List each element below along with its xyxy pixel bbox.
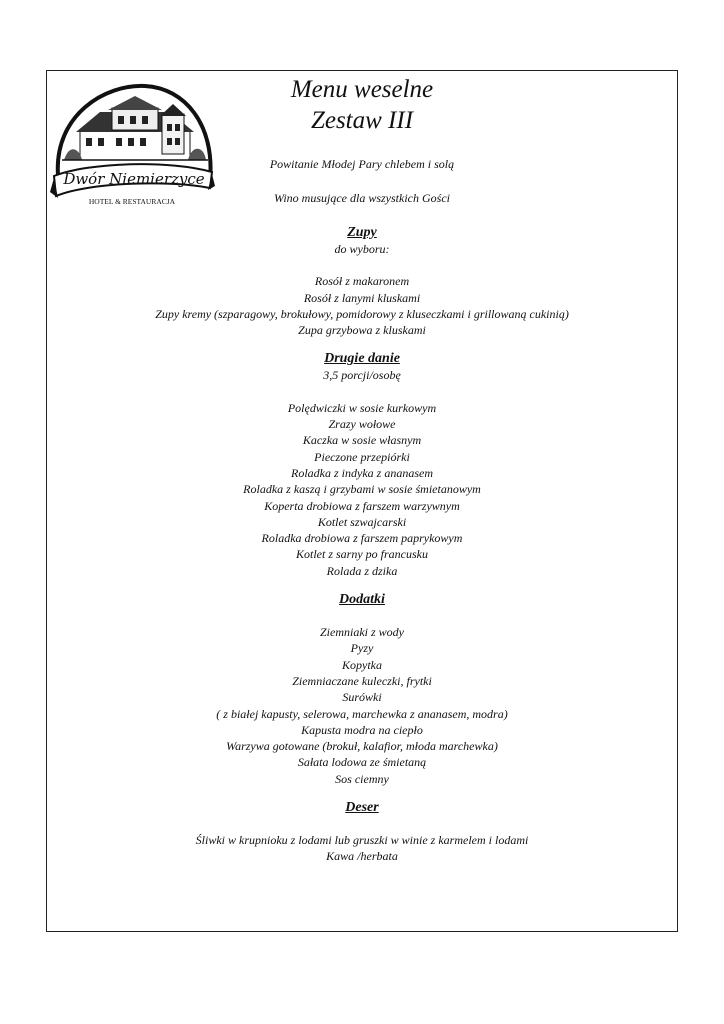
menu-item: Warzywa gotowane (brokuł, kalafior, młoda marchewka) bbox=[226, 739, 498, 754]
menu-item: Roladka z kaszą i grzybami w sosie śmietanowym bbox=[243, 482, 481, 497]
menu-item: Roladka z indyka z ananasem bbox=[291, 465, 433, 480]
logo-name: Dwór Niemierzyce bbox=[63, 170, 205, 188]
menu-item: Kapusta modra na ciepło bbox=[301, 722, 423, 737]
menu-item: Roladka drobiowa z farszem paprykowym bbox=[261, 531, 463, 546]
logo-subtitle: HOTEL & RESTAURACJA bbox=[88, 197, 176, 206]
menu-item: Rolada z dzika bbox=[326, 563, 398, 578]
menu-item: Kaczka w sosie własnym bbox=[302, 433, 422, 448]
menu-item: Ziemniaki z wody bbox=[320, 625, 404, 640]
section-heading-soups: Zupy bbox=[347, 225, 377, 240]
menu-item: Kopytka bbox=[342, 657, 382, 672]
menu-item: Sałata lodowa ze śmietaną bbox=[297, 755, 427, 770]
menu-subtitle: Zestaw III bbox=[310, 107, 414, 134]
intro-line: Wino musujące dla wszystkich Gości bbox=[274, 191, 450, 205]
menu-item: Pieczone przepiórki bbox=[314, 449, 410, 464]
menu-item: Koperta drobiowa z farszem warzywnym bbox=[264, 498, 460, 513]
menu-item: Śliwki w krupnioku z lodami lub gruszki w winie z karmelem i lodami bbox=[195, 833, 529, 848]
menu-item: Ziemniaczane kuleczki, frytki bbox=[292, 673, 432, 688]
section-note: do wyboru: bbox=[334, 242, 390, 256]
section-heading-main: Drugie danie bbox=[324, 351, 400, 367]
menu-item: Pyzy bbox=[350, 641, 374, 656]
section-heading-sides: Dodatki bbox=[339, 592, 385, 608]
menu-item: Kawa /herbata bbox=[326, 849, 398, 864]
menu-item: Kotlet szwajcarski bbox=[317, 514, 407, 529]
menu-item: Sos ciemny bbox=[335, 771, 389, 786]
menu-title: Menu weselne bbox=[290, 76, 434, 103]
menu-item: Rosół z makaronem bbox=[314, 274, 410, 289]
menu-item: Surówki bbox=[342, 690, 382, 705]
menu-item: Zrazy wołowe bbox=[328, 417, 396, 432]
menu-item: Polędwiczki w sosie kurkowym bbox=[287, 400, 437, 415]
menu-item: ( z białej kapusty, selerowa, marchewka z ananasem, modra) bbox=[216, 706, 508, 721]
menu-item: Kotlet z sarny po francusku bbox=[296, 547, 428, 562]
menu-item: Zupy kremy (szparagowy, brokułowy, pomidorowy z kluseczkami i grillowaną cukinią) bbox=[155, 306, 569, 321]
section-heading-dessert: Deser bbox=[345, 800, 379, 816]
menu-content bbox=[46, 70, 678, 865]
intro-line: Powitanie Młodej Pary chlebem i solą bbox=[269, 157, 455, 171]
menu-item: Zupa grzybowa z kluskami bbox=[298, 323, 426, 338]
menu-item: Rosół z lanymi kluskami bbox=[303, 290, 421, 305]
section-note: 3,5 porcji/osobę bbox=[323, 368, 401, 383]
